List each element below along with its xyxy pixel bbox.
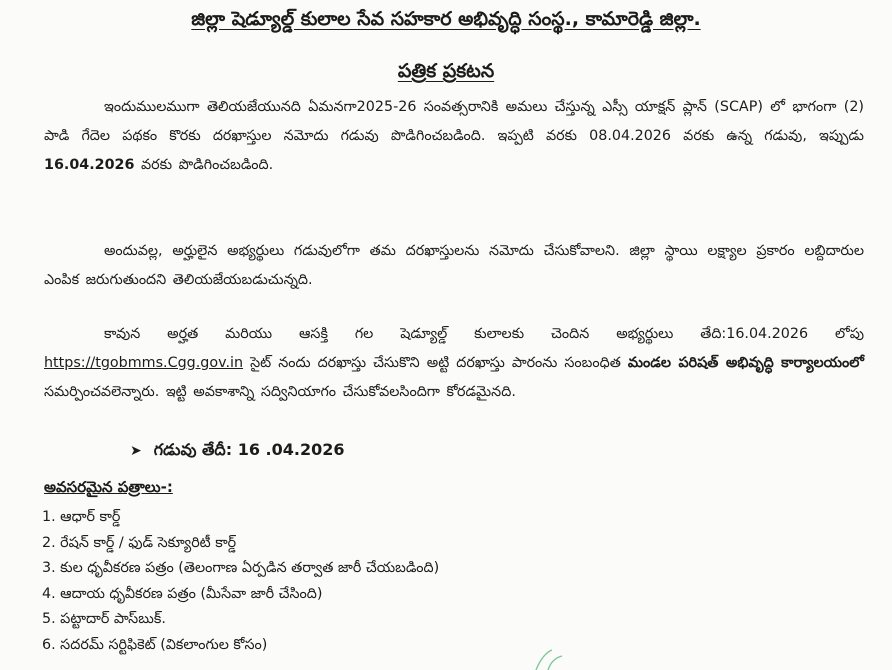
notice-subtitle: పత్రిక ప్రకటన — [397, 60, 495, 82]
paragraph-extension — [44, 93, 864, 180]
para1-text-a: ఇందుములముగా తెలియజేయునది ఏమనగా2025-26 సంవత్సరానికి అమలు చేస్తున్న ఎస్సీ యాక్షన్ ప్లాన్ (SCAP) లో భాగంగా (2) పాడి గేదెల పథకం కొరకు దరఖాస్తుల నమోదు గడువు పొడిగించబడింది. ఇప్పటి వరకు 08.04.2026 వరకు ఉన్న గడువు, ఇప్పుడు — [44, 99, 864, 144]
para3-text-d: సమర్పించవలెన్నారు. ఇట్టి అవకాశాన్ని సద్వినియాగం చేసుకోవలసిందిగా కోరడమైనది. — [44, 384, 516, 400]
para3-office-name: మండల పరిషత్ అభివృద్ధి కార్యాలయంలో — [627, 355, 864, 371]
list-item: 2. రేషన్ కార్డ్ / ఫుడ్ సెక్యూరిటీ కార్డ్ — [42, 534, 237, 551]
list-item: 1. ఆధార్ కార్డ్ — [42, 509, 121, 525]
documents-heading: అవసరమైన పత్రాలు-: — [44, 478, 173, 496]
paragraph-eligibility — [44, 237, 864, 295]
para1-new-date: 16.04.2026 — [44, 157, 135, 173]
documents-list — [42, 505, 439, 658]
para3-text-a: కావున అర్హత మరియు ఆసక్తి గల షెడ్యూల్డ్ కులాలకు చెందిన అభ్యర్థులు తేది:16.04.2026 లోపు — [104, 326, 864, 342]
paragraph-apply — [44, 320, 864, 407]
deadline-text: గడువు తేదీ: 16 .04.2026 — [153, 440, 345, 459]
list-item: 6. సదరమ్ సర్టిఫికెట్ (వికలాంగుల కోసం) — [42, 636, 268, 653]
arrow-bullet-icon: ➤ — [130, 443, 142, 459]
list-item: 3. కుల ధృవీకరణ పత్రం (తెలంగాణ ఏర్పడిన తర్వాత జారీ చేయబడింది) — [42, 560, 440, 576]
apply-website-link[interactable]: https://tgobmms.Cgg.gov.in — [44, 355, 244, 371]
deadline-line — [130, 440, 344, 463]
green-ink-mark-icon — [528, 648, 568, 670]
list-item: 4. ఆదాయ ధృవీకరణ పత్రం (మీసేవా జారీ చేసింది) — [42, 585, 323, 602]
list-item: 5. పట్టాదార్ పాస్‌బుక్. — [42, 611, 166, 627]
notice-title: జిల్లా షెడ్యూల్డ్ కులాల సేవ సహకార అభివృద్ధి సంస్థ., కామారెడ్డి జిల్లా. — [191, 8, 701, 30]
para3-text-b: సైట్ నందు దరఖాస్తు చేసుకొని అట్టి దరఖాస్తు పారంను సంబంధిత — [243, 355, 628, 371]
para2-text: అందువల్ల, అర్హులైన అభ్యర్థులు గడువులోగా తమ దరఖాస్తులను నమోదు చేసుకోవాలని. జిల్లా స్థాయి లక్ష్యాల ప్రకారం లబ్దిదారుల ఎంపిక జరుగుతుందని తెలియజేయబడుచున్నది. — [44, 243, 864, 288]
para1-text-b: వరకు పొడిగించబడింది. — [134, 157, 274, 173]
